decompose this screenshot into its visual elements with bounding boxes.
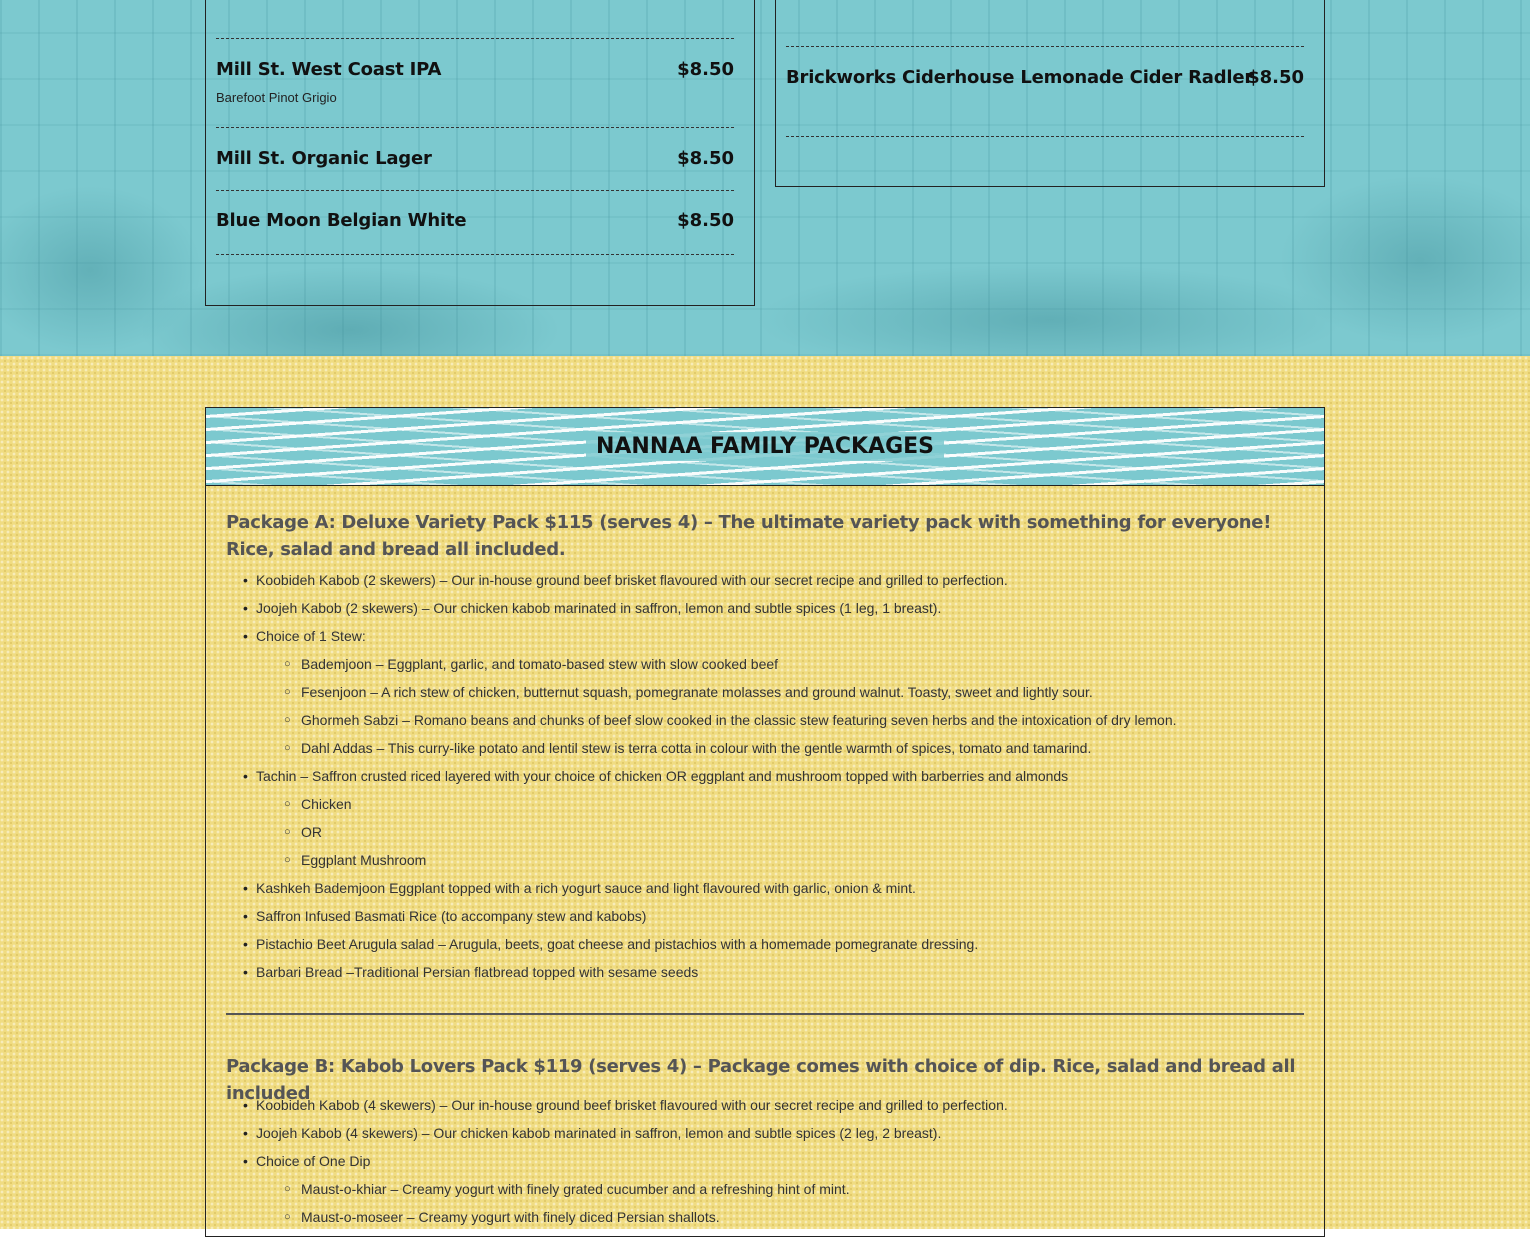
list-item: • Choice of 1 Stew: ○ Bademjoon – Eggplant, garlic, and tomato-based stew with slow cooked beef ○ Fesenjoon – A rich stew of chicken, butternut squash, pomegranate molasses and ground walnut. Toasty, sweet and lightly sour. ○ Ghormeh Sabzi – Romano beans and chunks of beef slow cooked in the classic stew featuring seven herbs and the intoxication of dry lemon. ○ Dahl Addas – This curry-like potato and lentil stew is terra cotta in colour with the gentle warmth of spices, tomato and tamarind. xyxy=(236,622,1177,762)
drink-row xyxy=(216,127,734,191)
sub-list-item: ○ Maust-o-moseer – Creamy yogurt with finely diced Persian shallots. xyxy=(256,1203,1008,1231)
packages-heading: NANNAA FAMILY PACKAGES xyxy=(586,432,944,461)
sub-list-item: ○ Bademjoon – Eggplant, garlic, and tomato-based stew with slow cooked beef xyxy=(256,650,1177,678)
packages-header xyxy=(206,408,1324,486)
package-a-list xyxy=(236,566,1177,986)
list-item: • Choice of One Dip ○ Maust-o-khiar – Creamy yogurt with finely grated cucumber and a refreshing hint of mint. ○ Maust-o-moseer – Creamy yogurt with finely diced Persian shallots. xyxy=(236,1147,1008,1231)
drink-name: Blue Moon Belgian White xyxy=(216,210,467,231)
sub-list-item: ○ Dahl Addas – This curry-like potato and lentil stew is terra cotta in colour with the gentle warmth of spices, tomato and tamarind. xyxy=(256,734,1177,762)
list-item: • Joojeh Kabob (2 skewers) – Our chicken kabob marinated in saffron, lemon and subtle spices (1 leg, 1 breast). xyxy=(236,594,1177,622)
drink-row xyxy=(216,39,734,128)
drink-price: $8.50 xyxy=(677,210,734,231)
sub-list-item: ○ Fesenjoon – A rich stew of chicken, butternut squash, pomegranate molasses and ground walnut. Toasty, sweet and lightly sour. xyxy=(256,678,1177,706)
drink-name: Mill St. West Coast IPA xyxy=(216,59,442,80)
package-b-title: Package B: Kabob Lovers Pack $119 (serves 4) – Package comes with choice of dip. Rice, salad and bread all included xyxy=(226,1056,1296,1104)
drink-price: $8.50 xyxy=(1247,67,1304,88)
list-item: • Koobideh Kabob (2 skewers) – Our in-house ground beef brisket flavoured with our secret recipe and grilled to perfection. xyxy=(236,566,1177,594)
list-item: • Saffron Infused Basmati Rice (to accompany stew and kabobs) xyxy=(236,902,1177,930)
tachin-options xyxy=(256,790,1177,874)
drinks-box-right xyxy=(775,0,1325,187)
drink-row xyxy=(786,47,1304,137)
drink-name: Brickworks Ciderhouse Lemonade Cider Radler xyxy=(786,67,1254,88)
drink-price: $8.50 xyxy=(677,148,734,169)
drink-name: Mill St. Organic Lager xyxy=(216,148,432,169)
sub-list-item: ○ Ghormeh Sabzi – Romano beans and chunks of beef slow cooked in the classic stew featuring seven herbs and the intoxication of dry lemon. xyxy=(256,706,1177,734)
drink-row xyxy=(216,190,734,255)
package-b-list xyxy=(236,1091,1008,1231)
packages-panel xyxy=(205,407,1325,1237)
dip-options xyxy=(256,1175,1008,1231)
drinks-box-left xyxy=(205,0,755,306)
sub-list-item: ○ Maust-o-khiar – Creamy yogurt with finely grated cucumber and a refreshing hint of mint. xyxy=(256,1175,1008,1203)
list-item: • Barbari Bread –Traditional Persian flatbread topped with sesame seeds xyxy=(236,958,1177,986)
package-a-title: Package A: Deluxe Variety Pack $115 (serves 4) – The ultimate variety pack with something for everyone! Rice, salad and bread all included. xyxy=(226,512,1272,560)
drink-description: Barefoot Pinot Grigio xyxy=(216,90,337,105)
package-divider xyxy=(226,1013,1304,1015)
sub-list-item: ○ Eggplant Mushroom xyxy=(256,846,1177,874)
sub-list-item: ○ Chicken xyxy=(256,790,1177,818)
list-item: • Koobideh Kabob (4 skewers) – Our in-house ground beef brisket flavoured with our secret recipe and grilled to perfection. xyxy=(236,1091,1008,1119)
stew-options xyxy=(256,650,1177,762)
drinks-section xyxy=(0,0,1530,356)
drink-price: $8.50 xyxy=(677,59,734,80)
list-item: • Pistachio Beet Arugula salad – Arugula, beets, goat cheese and pistachios with a homemade pomegranate dressing. xyxy=(236,930,1177,958)
list-item: • Tachin – Saffron crusted riced layered with your choice of chicken OR eggplant and mushroom topped with barberries and almonds ○ Chicken ○ OR ○ Eggplant Mushroom xyxy=(236,762,1177,874)
sub-list-item: ○ OR xyxy=(256,818,1177,846)
list-item: • Joojeh Kabob (4 skewers) – Our chicken kabob marinated in saffron, lemon and subtle spices (2 leg, 2 breast). xyxy=(236,1119,1008,1147)
list-item: • Kashkeh Bademjoon Eggplant topped with a rich yogurt sauce and light flavoured with garlic, onion & mint. xyxy=(236,874,1177,902)
